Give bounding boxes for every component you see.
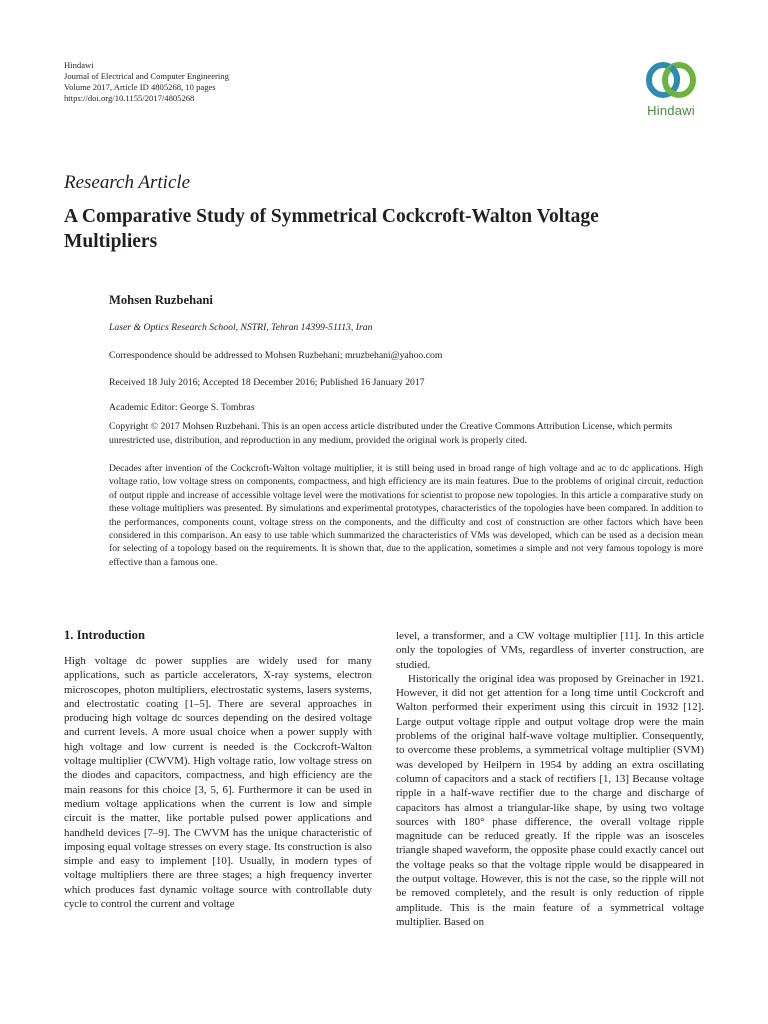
- author-affiliation: Laser & Optics Research School, NSTRI, Tehran 14399-51113, Iran: [109, 322, 373, 333]
- hindawi-logo: [634, 58, 708, 118]
- journal-name: Journal of Electrical and Computer Engineering: [64, 71, 229, 81]
- publisher-name: Hindawi: [64, 60, 94, 70]
- article-type: Research Article: [64, 172, 191, 193]
- logo-wordmark: Hindawi: [647, 103, 695, 118]
- intro-paragraph-1: High voltage dc power supplies are widely used for many applications, such as particle accelerators, X-ray systems, electron microscopes, photon multipliers, electrostatic systems, lasers systems, and electrostatic coating [1–5]. There are several approaches in producing high voltage dc sources depending on the desired voltage and current levels. A more usual choice when a power supply with high voltage and low current is needed is the Cockcroft-Walton voltage multiplier (CWVM). High voltage ratio, low voltage stress on the diodes and capacitors, compactness, and high efficiency are the main reasons for this choice [3, 5, 6]. Furthermore it can be used in medium voltage applications when the current is low and simple circuit is the matter, like portable pulsed power applications and handheld devices [7–9]. The CWVM has the unique characteristic of imposing equal voltage stresses on every stage. Its construction is also simple and easy to implement [10]. Usually, in modern types of voltage multipliers there are three stages; a high frequency inverter which produces fast dynamic voltage source with controllable duty cycle to control the current and voltage: [64, 655, 372, 911]
- intro-paragraph-continued: level, a transformer, and a CW voltage multiplier [11]. In this article only the topologies of VMs, regardless of inverter construction, are studied.: [396, 630, 704, 671]
- hindawi-logo-icon: [643, 58, 699, 102]
- correspondence-line: Correspondence should be addressed to Mohsen Ruzbehani; mruzbehani@yahoo.com: [109, 350, 443, 361]
- article-title: A Comparative Study of Symmetrical Cockcroft-Walton Voltage Multipliers: [64, 206, 599, 252]
- section-heading-introduction: 1. Introduction: [64, 628, 145, 642]
- journal-info: [64, 60, 229, 104]
- dates-line: Received 18 July 2016; Accepted 18 December 2016; Published 16 January 2017: [109, 377, 425, 388]
- author-name: Mohsen Ruzbehani: [109, 293, 213, 307]
- volume-line: Volume 2017, Article ID 4805268, 10 pages: [64, 82, 216, 92]
- doi-link[interactable]: https://doi.org/10.1155/2017/4805268: [64, 93, 195, 103]
- abstract-text: Decades after invention of the Cockcroft-Walton voltage multiplier, it is still being used in broad range of high voltage and ac to dc applications. High voltage ratio, low voltage stress on components, compactness, and high efficiency are its main features. Due to the problems of original circuit, reduction of output ripple and increase of accessible voltage level were the motivations for scientist to propose new topologies. In this article a comparative study on these voltage multipliers was presented. By simulations and experimental prototypes, characteristics of the topologies have been compared. In addition to the performances, components count, voltage stress on the components, and the difficulty and cost of construction are other factors which have been considered in this comparison. An easy to use table which summarized the characteristics of VMs was developed, which can be used as a decision mean for selecting of a topology based on the requirements. It is shown that, due to the application, sometimes a simple and not very famous topology is more effective than a famous one.: [109, 463, 703, 568]
- academic-editor-line: Academic Editor: George S. Tombras: [109, 402, 255, 413]
- intro-paragraph-history: Historically the original idea was proposed by Greinacher in 1921. However, it did not get attention for a long time until Cockcroft and Walton performed their experiment using this circuit in 1932 [12]. Large output voltage ripple and output voltage drop were the main problems of the original half-wave voltage multiplier. Consequently, to overcome these problems, a symmetrical voltage multiplier (SVM) was developed by Heilpern in 1954 by adding an extra oscillating column of capacitors and a stack of rectifiers [1, 13] Because voltage ripple in a half-wave rectifier due to the charge and discharge of capacitors has almost a triangular-like shape, by using two voltage sources with 180° phase difference, the overall voltage ripple magnitude can be reduced greatly. If the ripple was an isosceles triangle shaped waveform, the opposite phase could exactly cancel out the voltage peaks so that the voltage ripple would be disappeared in the output voltage. However, this is not the case, so the ripple will not be removed completely, and the result is only reduction of ripple amplitude. This is the main feature of a symmetrical voltage multiplier. Based on: [396, 672, 704, 928]
- left-column: [64, 654, 372, 911]
- right-column: [396, 629, 704, 929]
- copyright-notice: Copyright © 2017 Mohsen Ruzbehani. This is an open access article distributed under the Creative Commons Attribution License, which permits unrestricted use, distribution, and reproduction in any medium, provided the original work is properly cited.: [109, 421, 673, 446]
